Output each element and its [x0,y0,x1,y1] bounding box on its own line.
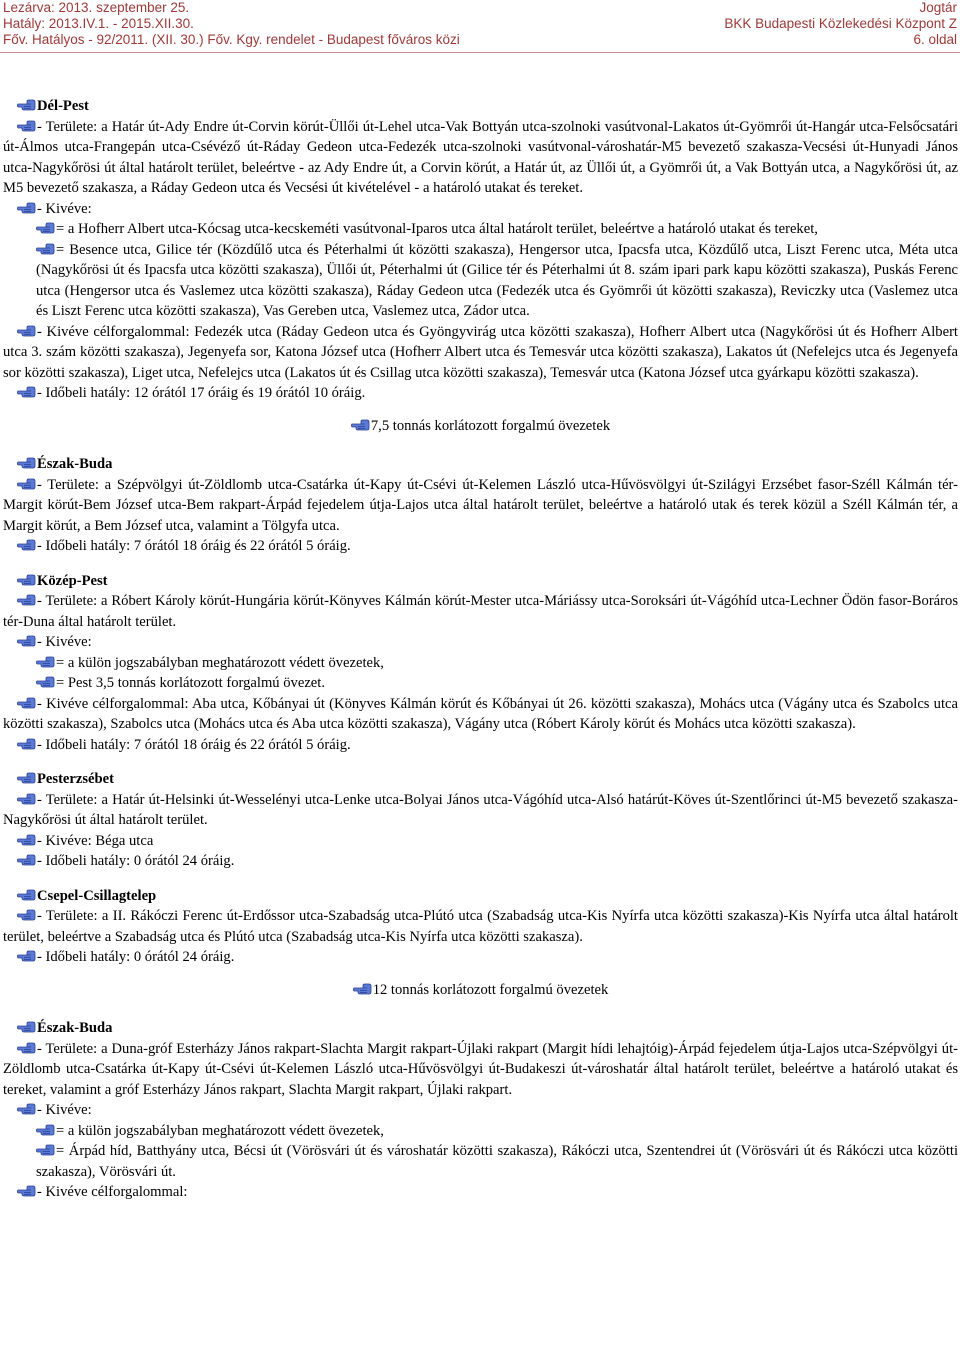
section-title: Csepel-Csillagtelep [3,886,958,907]
paragraph-exception: - Kivéve: Béga utca [3,831,958,852]
document-body [3,96,958,1203]
pointing-hand-icon [17,385,36,399]
validity-range: Hatály: 2013.IV.1. - 2015.XII.30. [3,16,194,31]
paragraph-exception: - Kivéve: [3,1100,958,1121]
pointing-hand-icon [17,908,36,922]
paragraph-time-validity: - Időbeli hatály: 12 órától 17 óráig és 19 órától 10 óráig. [3,383,958,404]
pointing-hand-icon [353,982,372,996]
closing-date: Lezárva: 2013. szeptember 25. [3,0,190,15]
pointing-hand-icon [17,593,36,607]
pointing-hand-icon [36,242,55,256]
pointing-hand-icon [36,221,55,235]
pointing-hand-icon [17,792,36,806]
paragraph-target-traffic: - Kivéve célforgalommal: [3,1182,958,1203]
pointing-hand-icon [17,1020,36,1034]
paragraph-target-traffic: - Kivéve célforgalommal: Aba utca, Kőbányai út (Könyves Kálmán körút és Kőbányai út 26. közötti szakasza), Mohács utca (Vágány utca és Szabolcs utca közötti szakasza), Szabolcs utca (Mohács utca és Aba utca közötti szakasza), Vágány utca (Róbert Károly körút és Mohács utca közötti szakasza). [3,695,958,732]
paragraph-area: - Területe: a Szépvölgyi út-Zöldlomb utca-Csatárka út-Kapy út-Csévi út-Kelemen László utca-Hűvösvölgyi út-Szilágyi Erzsébet fasor-Széll Kálmán tér-Margit körút-Bem József utca-Bem rakpart-Árpád fejedelem útja-Lajos utca által határolt terület, beleértve a határoló utak és terek közül a Széll Kálmán tér, a Margit körút, a Bem József utca, valamint a Tölgyfa utca. [3,476,958,534]
paragraph-target-traffic: - Kivéve célforgalommal: Fedezék utca (Ráday Gedeon utca és Gyöngyvirág utca közötti szakasza), Hofherr Albert utca (Nagykőrösi út és Hofherr Albert utca 3. szám közötti szakasza), Jegenyefa sor, Katona József utca (Hofherr Albert utca és Temesvár utca közötti szakasza), Lakatos út (Nefelejcs utca és Jegenyefa sor közötti szakasza), Liget utca, Nefelejcs utca (Lakatos út és Csillag utca közötti szakasza), Temesvár utca (Katona József utca gyárkapu közötti szakasza). [3,323,958,381]
pointing-hand-icon [17,477,36,491]
paragraph-area: - Területe: a Róbert Károly körút-Hungária körút-Könyves Kálmán körút-Mester utca-Máriássy utca-Soroksári út-Vágóhíd utca-Lechner Ödön fasor-Boráros tér-Duna által határolt terület. [3,593,958,630]
publisher: Jogtár [919,0,957,15]
paragraph-time-validity: - Időbeli hatály: 0 órától 24 óráig. [3,851,958,872]
pointing-hand-icon [17,1102,36,1116]
paragraph-area: - Területe: a Határ út-Helsinki út-Wesselényi utca-Lenke utca-Bolyai János utca-Vágóhíd utca-Alsó határút-Köves út-Szentlőrinci út-M5 bevezető szakasza-Nagykőrösi út által határolt terület. [3,791,958,828]
exception-item: = Pest 3,5 tonnás korlátozott forgalmú övezet. [3,673,958,694]
regulation-title: Főv. Hatályos - 92/2011. (XII. 30.) Főv. Kgy. rendelet - Budapest főváros közi [3,32,460,47]
section-title: Észak-Buda [3,1018,958,1039]
section-title: Dél-Pest [3,96,958,117]
exception-item: = Besence utca, Gilice tér (Közdűlő utca és Péterhalmi út közötti szakasza), Hengersor utca, Ipacsfa utca, Közdűlő utca, Liszt Ferenc utca, Méta utca (Nagykőrösi út és Ipacsfa utca közötti szakasza), Üllői út, Péterhalmi út (Gilice tér és Péterhalmi út 8. szám ipari park kapu közötti szakasza), Puskás Ferenc utca (Hengersor utca és Vaslemez utca közötti szakasza), Ráday Gedeon utca (Fedezék utca és Gyömrői út közötti szakasza), Reviczky utca (Vaslemez utca és Liszt Ferenc utca közötti szakasza), Vas Gereben utca, Vaslemez utca, Zádor utca. [36,241,958,319]
section-title: Pesterzsébet [3,769,958,790]
organization: BKK Budapesti Közlekedési Központ Z [724,16,957,31]
pointing-hand-icon [17,696,36,710]
pointing-hand-icon [17,888,36,902]
pointing-hand-icon [17,949,36,963]
zone-heading-12t: 12 tonnás korlátozott forgalmú övezetek [3,980,958,1001]
pointing-hand-icon [17,853,36,867]
paragraph-area: - Területe: a II. Rákóczi Ferenc út-Erdőssor utca-Szabadság utca-Plútó utca (Szabadság utca-Kis Nyírfa utca közötti szakasza)-Kis Nyírfa utca által határolt terület, beleértve a Szabadság utca és Plútó utca (Szabadság utca-Kis Nyírfa utca közötti szakasza). [3,908,958,945]
pointing-hand-icon [17,324,36,338]
header-divider [0,52,960,53]
exception-item: = a Hofherr Albert utca-Kócsag utca-kecskeméti vasútvonal-Iparos utca által határolt terület, beleértve a határoló utakat és tereket, [3,219,958,240]
pointing-hand-icon [17,119,36,133]
pointing-hand-icon [17,573,36,587]
paragraph-area: - Területe: a Duna-gróf Esterházy János rakpart-Slachta Margit rakpart-Újlaki rakpart (Margit hídi lehajtóig)-Árpád fejedelem útja-Lajos utca-Szépvölgyi út-Zöldlomb utca-Csatárka út-Kapy út-Csévi út-Kelemen László utca-Hűvösvölgyi út-Budakeszi út-városhatár által határolt terület, beleértve a határoló utakat és tereket, valamint a gróf Esterházy János rakpart, Slachta Margit rakpart, Újlaki rakpart. [3,1040,958,1098]
paragraph-time-validity: - Időbeli hatály: 0 órától 24 óráig. [3,947,958,968]
section-title: Észak-Buda [3,454,958,475]
pointing-hand-icon [351,418,370,432]
pointing-hand-icon [17,1041,36,1055]
pointing-hand-icon [17,737,36,751]
paragraph-area: - Területe: a Határ út-Ady Endre út-Corvin körút-Üllői út-Lehel utca-Vak Bottyán utca-szolnoki vasútvonal-Lakatos út-Gyömrői út-Hangár utca-Felsőcsatári út-Álmos utca-Frangepán utca-Csévéző út-Ráday Gedeon utca-Fedezék utca-szolnoki vasútvonal-városhatár-M5 bevezető szakasza-Vecsési út-Hunyadi János utca-Nagykőrösi út által határolt terület, beleértve - az Ady Endre út, a Corvin körút, a Határ út, az Üllői út, a Gyömrői út, a Vak Bottyán utca, a Nagykőrösi út, az M5 bevezető szakasza, a Ráday Gedeon utca és Vecsési út kivételével - a határoló utakat és tereket. [3,118,958,196]
pointing-hand-icon [36,655,55,669]
pointing-hand-icon [17,456,36,470]
pointing-hand-icon [17,98,36,112]
pointing-hand-icon [17,833,36,847]
pointing-hand-icon [17,538,36,552]
header-right [724,0,957,48]
paragraph-time-validity: - Időbeli hatály: 7 órától 18 óráig és 22 órától 5 óráig. [3,735,958,756]
pointing-hand-icon [36,1143,55,1157]
paragraph-exception: - Kivéve: [3,632,958,653]
pointing-hand-icon [17,634,36,648]
exception-item: = Árpád híd, Batthyány utca, Bécsi út (Vörösvári út és városhatár közötti szakasza), Rákóczi utca, Szentendrei út (Vörösvári út és Rákóczi utca közötti szakasza), Vörösvári út. [36,1143,958,1180]
paragraph-time-validity: - Időbeli hatály: 7 órától 18 óráig és 22 órától 5 óráig. [3,536,958,557]
pointing-hand-icon [36,1123,55,1137]
pointing-hand-icon [17,201,36,215]
pointing-hand-icon [17,1184,36,1198]
header-left [3,0,460,48]
page-header [0,0,960,54]
section-title: Közép-Pest [3,571,958,592]
pointing-hand-icon [36,675,55,689]
zone-heading-7-5t: 7,5 tonnás korlátozott forgalmú övezetek [3,416,958,437]
exception-item: = a külön jogszabályban meghatározott védett övezetek, [3,1121,958,1142]
page-number: 6. oldal [913,32,957,47]
exception-item: = a külön jogszabályban meghatározott védett övezetek, [3,653,958,674]
pointing-hand-icon [17,771,36,785]
paragraph-exception: - Kivéve: [3,199,958,220]
